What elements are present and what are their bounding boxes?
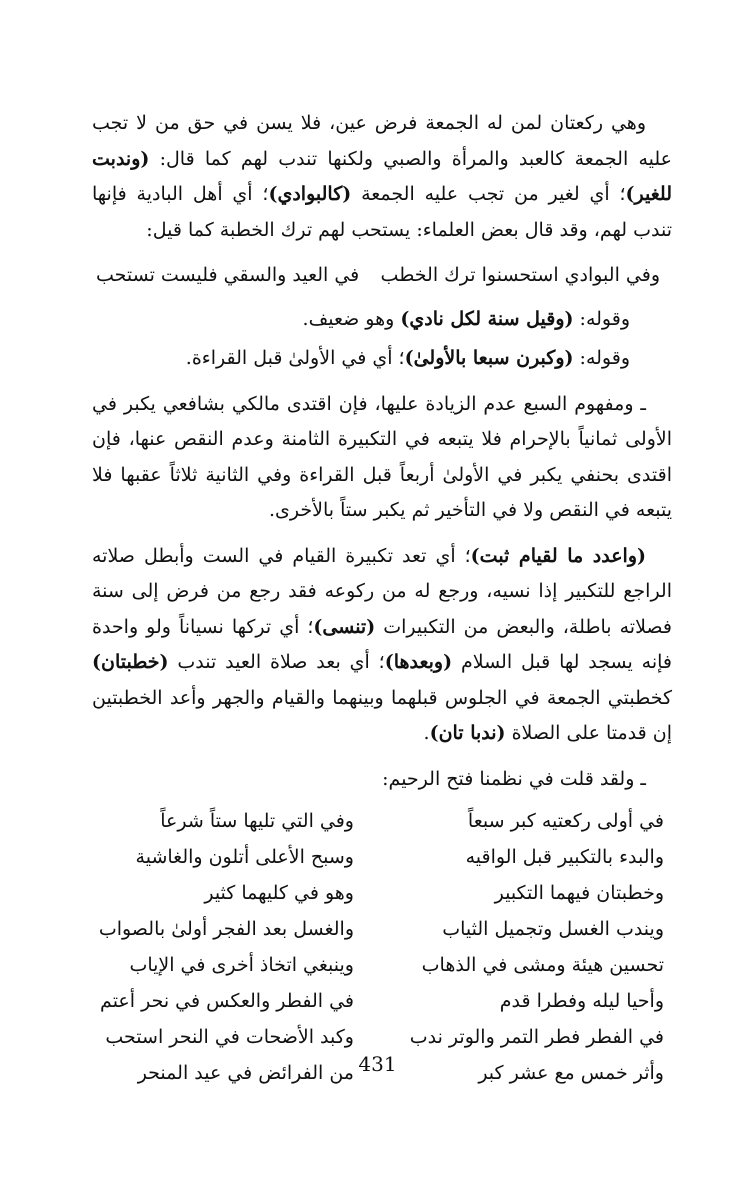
poem-second-hemistich: وسبح الأعلى أتلون والغاشية (135, 846, 354, 868)
poem-verse (92, 983, 672, 1019)
poem-second-hemistich: وفي التي تليها ستاً شرعاً (160, 810, 354, 832)
poem-second-hemistich: من الفرائض في عيد المنحر (137, 1062, 354, 1084)
line-1-text-1: وقوله: (573, 307, 630, 330)
single-verse (92, 258, 672, 294)
line-2 (92, 341, 672, 377)
paragraph-3 (92, 539, 672, 752)
poem-second-hemistich: وينبغي اتخاذ أخرى في الإياب (129, 954, 354, 976)
poem-second-hemistich: وهو في كليهما كثير (204, 882, 354, 904)
poem-first-hemistich: وأحيا ليله وفطرا قدم (499, 990, 664, 1012)
paragraph-3-text-1: ؛ أي تعد تكبيرة القيام في الست وأبطل صلاته الراجع للتكبير إذا نسيه، ورجع له من ركوعه فقد رجع من فرض إلى سنة فصلاته باطلة، والبعض من التكبيرات (92, 544, 672, 638)
poem-first-hemistich: ويندب الغسل وتجميل الثياب (442, 918, 664, 940)
poem-second-hemistich: والغسل بعد الفجر أولىٰ بالصواب (98, 918, 354, 940)
paragraph-3-bold-5: (ندبا تان) (429, 722, 506, 744)
poem-verse (92, 1019, 672, 1055)
paragraph-1-bold-1: (وندبت للغير) (92, 147, 672, 205)
poem-first-hemistich: وخطبتان فيهما التكبير (494, 882, 664, 904)
paragraph-3-text-3: ؛ أي بعد صلاة العيد تندب (168, 651, 385, 673)
poem-intro: ـ ولقد قلت في نظمنا فتح الرحيم: (382, 767, 646, 790)
poem-verse (92, 803, 672, 839)
page-number: 431 (358, 1052, 397, 1076)
paragraph-3-bold-4: (خطبتان) (92, 651, 169, 673)
poem (92, 803, 672, 1091)
poem-verse (92, 947, 672, 983)
paragraph-3-bold-1: (واعدد ما لقيام ثبت) (470, 544, 646, 567)
poem-first-hemistich: والبدء بالتكبير قبل الواقيه (465, 846, 664, 868)
poem-second-hemistich: في الفطر والعكس في نحر أعتم (100, 990, 354, 1012)
line-1-bold: (وقيل سنة لكل نادي) (400, 307, 574, 330)
paragraph-1-bold-2: (كالبوادي) (268, 183, 352, 205)
paragraph-3-bold-2: (تنسى) (313, 615, 376, 638)
paragraph-1-text-1: وهي ركعتان لمن له الجمعة فرض عين، فلا يسن في حق من لا تجب عليه الجمعة كالعبد والمرأة والصبي ولكنها تندب لهم كما قال: (92, 112, 672, 170)
paragraph-3-text-5: . (423, 722, 430, 744)
poem-first-hemistich: في الفطر فطر التمر والوتر ندب (409, 1026, 664, 1048)
paragraph-1-text-3: ؛ أي أهل البادية فإنها تندب لهم، وقد قال بعض العلماء: يستحب لهم ترك الخطبة كما قيل: (92, 183, 672, 241)
paragraph-3-bold-3: (وبعدها) (384, 651, 453, 673)
line-1 (92, 302, 672, 338)
paragraph-1-text-2: ؛ أي لغير من تجب عليه الجمعة (351, 183, 626, 205)
poem-verse (92, 875, 672, 911)
paragraph-3-text-2: ؛ أي تركها نسياناً ولو واحدة فإنه يسجد لها قبل السلام (92, 615, 672, 673)
poem-first-hemistich: تحسين هيئة ومشى في الذهاب (421, 954, 664, 976)
line-2-text-2: ؛ أي في الأولىٰ قبل القراءة. (185, 347, 405, 369)
poem-first-hemistich: في أولى ركعتيه كبر سبعاً (467, 810, 664, 832)
poem-second-hemistich: وكبد الأضحات في النحر استحب (105, 1026, 354, 1048)
single-verse-second-hemistich: في العيد والسقي فليست تستحب (96, 264, 360, 286)
line-2-text-1: وقوله: (573, 347, 630, 369)
paragraph-3-text-4: كخطبتي الجمعة في الجلوس قبلهما وبينهما والقيام والجهر وأعد الخطبتين إن قدمتا على الصلاة (92, 686, 673, 744)
line-2-bold: (وكبرن سبعا بالأولىٰ) (404, 347, 574, 369)
line-1-text-2: وهو ضعيف. (302, 307, 401, 330)
poem-verse (92, 839, 672, 875)
poem-verse (92, 911, 672, 947)
single-verse-first-hemistich: وفي البوادي استحسنوا ترك الخطب (380, 264, 660, 286)
paragraph-2: ـ ومفهوم السبع عدم الزيادة عليها، فإن اقتدى مالكي بشافعي يكبر في الأولى ثمانياً بالإحرام فلا يتبعه في التكبيرة الثامنة وعدم النقص عنها، فإن اقتدى بحنفي يكبر في الأولىٰ أربعاً قبل القراءة وفي الثانية ثلاثاً عقبها فلا يتبعه في النقص ولا في التأخير ثم يكبر ستاً بالأخرى. (92, 392, 672, 521)
paragraph-1 (92, 106, 672, 248)
poem-first-hemistich: وأثر خمس مع عشر كبر (478, 1062, 664, 1084)
page-body (92, 106, 672, 1091)
